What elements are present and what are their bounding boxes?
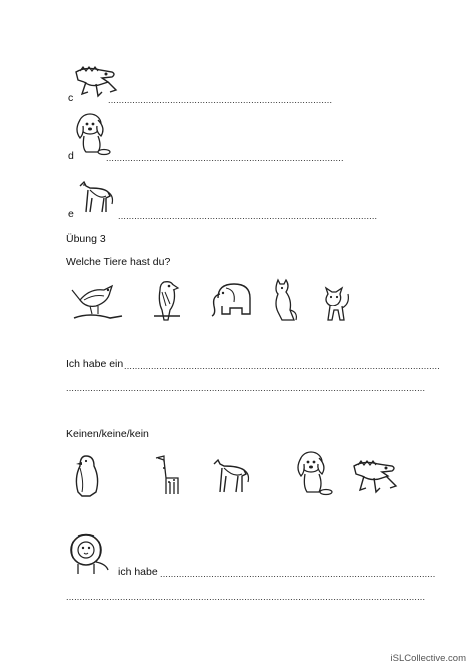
exercise-title: Übung 3: [66, 233, 106, 245]
item-e-letter: e: [68, 208, 74, 220]
horse-icon-2: [210, 456, 252, 496]
cat-icon: [318, 282, 354, 322]
elephant-icon: [208, 280, 256, 320]
ich-habe-answer-line[interactable]: ......................................................................................................: [160, 569, 436, 579]
item-d-answer-line[interactable]: ........................................................................................: [106, 153, 344, 163]
footer-brand: iSLCollective.com: [390, 653, 466, 664]
ich-habe-ein-second-line[interactable]: .....................................................................................................................................: [66, 383, 426, 393]
ich-habe-ein-answer-line[interactable]: .....................................................................................................................: [124, 361, 440, 371]
ich-habe-second-line[interactable]: .....................................................................................................................................: [66, 592, 426, 602]
item-d-letter: d: [68, 150, 74, 162]
item-e-answer-line[interactable]: ................................................................................................: [118, 211, 378, 221]
penguin-icon: [70, 452, 106, 500]
kangaroo-icon: [266, 276, 300, 324]
ich-habe-label: ich habe: [118, 566, 158, 578]
exercise-question: Welche Tiere hast du?: [66, 256, 171, 268]
ich-habe-ein-label: Ich habe ein: [66, 358, 124, 370]
giraffe-icon: [152, 454, 184, 498]
crocodile-icon-2: [350, 456, 398, 498]
puppy-icon: [74, 110, 112, 158]
negation-heading: Keinen/keine/kein: [66, 428, 149, 440]
bird-on-branch-icon: [70, 278, 126, 324]
lion-icon: [68, 532, 114, 576]
horse-icon: [76, 178, 116, 216]
puppy-icon-2: [294, 448, 334, 498]
item-c-letter: c: [68, 92, 74, 104]
item-c-answer-line[interactable]: ...................................................................................: [108, 95, 333, 105]
parrot-icon: [150, 276, 184, 324]
